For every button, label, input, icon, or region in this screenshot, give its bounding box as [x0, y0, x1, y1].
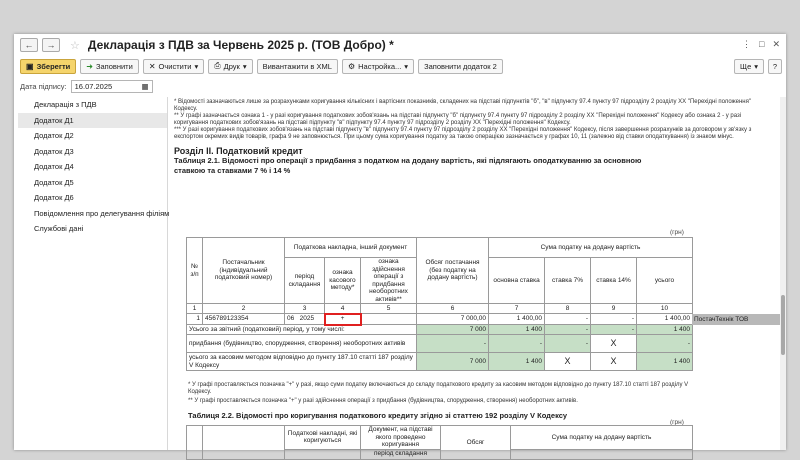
signature-date-input[interactable]	[71, 80, 153, 93]
header-document: Документ, на підставі якого проведено коригування	[361, 426, 441, 450]
summary-rate14: X	[591, 335, 637, 353]
header-rate-14: ставка 14%	[591, 258, 637, 304]
header-period: період складання	[361, 449, 441, 459]
sidebar-item-d1[interactable]: Додаток Д1	[18, 113, 167, 129]
summary-basic: 1 400	[489, 325, 545, 335]
floppy-icon: ▣	[26, 61, 34, 71]
declaration-window	[14, 34, 786, 458]
footnote-text: *** У разі коригування податкових зобов'язань на підставі підпункту "в" підпункту 97.4 пункту 97 підрозділу 2 розділу XX "Перехідні положення" Кодексу, після завершення розрахунків за договором у зв'язку з експортом окремих видів товарів, графа 9 не заповнюється. При цьому сума коригування податку за такою операцією зазначається у графах 10, 11 (залежно від ставки оподаткування) із знаком мінус.	[174, 127, 752, 140]
toolbar	[14, 56, 786, 76]
chevron-down-icon: ▾	[754, 61, 758, 71]
table-row	[187, 314, 693, 325]
window-title: Декларація з ПДВ за Червень 2025 р. (ТОВ Добро) *	[87, 38, 394, 52]
summary-label: Усього за звітний (податковий) період, у тому числі:	[187, 325, 417, 335]
table-title: Таблиця 2.2. Відомості про коригування податкового кредиту згідно зі статтею 192 розділу V Кодексу	[188, 411, 568, 420]
col-number: 9	[591, 304, 637, 314]
close-icon[interactable]: ✕	[772, 39, 780, 49]
signature-date-value: 16.07.2025	[74, 81, 113, 91]
sidebar-item-d6[interactable]: Додаток Д6	[34, 193, 74, 202]
calendar-icon[interactable]: ▦	[141, 81, 149, 91]
gear-icon: ⚙	[347, 61, 356, 71]
basic-tax-cell[interactable]: 1 400,00	[489, 314, 545, 325]
col-number: 2	[203, 304, 285, 314]
summary-volume: -	[417, 335, 489, 353]
footnote-text: * У графі проставляється позначка "+" у разі, якщо суми податку включаються до складу податкового кредиту за касовим методом відповідно до пункту 187.10 статті 187 розділу V Кодексу.	[188, 382, 689, 395]
sidebar-item-d4[interactable]: Додаток Д4	[34, 162, 74, 171]
col-number: 1	[187, 304, 203, 314]
chevron-down-icon: ▾	[194, 61, 199, 71]
summary-rate7: -	[545, 325, 591, 335]
title-bar	[14, 34, 786, 56]
header-tax: Сума податку на додану вартість	[511, 426, 693, 450]
column-numbers-row	[187, 304, 693, 314]
clear-x-icon: ✕	[148, 61, 156, 71]
supplier-name-cell[interactable]: ПостачТехнік ТОВ	[692, 314, 786, 325]
currency-label: (грн)	[670, 419, 684, 426]
total-tax-cell[interactable]: 1 400,00	[637, 314, 693, 325]
forward-button[interactable]	[42, 38, 60, 52]
footnote-text: ** У графі проставляється позначка "+" у разі здійснення операції з придбання (будівництва, спорудження, створення) необоротних активів.	[188, 398, 578, 404]
row-number: 1	[187, 314, 203, 325]
col-number: 6	[417, 304, 489, 314]
summary-basic: -	[489, 335, 545, 353]
corrections-table	[186, 425, 693, 460]
printer-icon: ⎙	[214, 61, 221, 70]
menu-dots-icon[interactable]: ⋮	[742, 39, 752, 49]
cash-method-cell[interactable]: +	[325, 314, 361, 325]
footnote-text: ** У графі зазначається ознака 1 - у разі коригування податкових зобов'язань на підставі підпункту "б" підпункту 97.4 пункту 97 підрозділу 2 розділу XX "Перехідні положення" Кодексу або ознака 2 - у разі коригування податкових зобов'язань на підставі підпункту "в" підпункту 97.4 пункту 97 підрозділу 2 розділу XX "Перехідні положення" Кодексу.	[174, 113, 742, 126]
arrow-left-icon: ←	[24, 40, 34, 50]
save-button[interactable]: ▣ Зберегти	[20, 59, 76, 74]
arrow-right-icon: →	[46, 40, 56, 50]
assets-cell[interactable]	[361, 314, 417, 325]
col-number: 7	[489, 304, 545, 314]
help-button[interactable]: ?	[768, 59, 782, 74]
more-button[interactable]: Ще ▾	[734, 59, 764, 74]
back-button[interactable]	[20, 38, 38, 52]
header-volume: Обсяг постачання (без податку на додану вартість)	[417, 238, 489, 304]
summary-rate7: X	[545, 353, 591, 371]
header-invoice: Податкова накладна, інший документ	[285, 238, 417, 258]
header-supplier: Постачальник (індивідуальний податковий номер)	[203, 238, 285, 304]
header-assets: ознака здійснення операції з придбання необоротних активів**	[361, 258, 417, 304]
header-num: № з/п	[187, 238, 203, 304]
header-volume: Обсяг	[441, 426, 511, 460]
sidebar-item-d2[interactable]: Додаток Д2	[34, 131, 74, 140]
header-basic-rate: основна ставка	[489, 258, 545, 304]
section-title: Розділ ІІ. Податковий кредит	[174, 146, 303, 156]
volume-cell[interactable]: 7 000,00	[417, 314, 489, 325]
period-cell[interactable]: 06 2025	[285, 314, 325, 325]
fill-button[interactable]: ➜ Заповнити	[80, 59, 139, 74]
summary-total: 1 400	[637, 353, 693, 371]
chevron-down-icon: ▾	[242, 61, 247, 71]
fill-appendix-button[interactable]: Заповнити додаток 2	[418, 59, 503, 74]
export-xml-button[interactable]: Вивантажити в XML	[257, 59, 338, 74]
summary-rate14: -	[591, 325, 637, 335]
maximize-icon[interactable]: □	[759, 39, 765, 49]
summary-total: -	[637, 335, 693, 353]
sidebar-item-d5[interactable]: Додаток Д5	[34, 177, 74, 187]
header-invoices: Податкові накладні, які коригуються	[285, 426, 361, 450]
rate7-cell[interactable]: -	[545, 314, 591, 325]
col-number: 10	[637, 304, 693, 314]
chevron-down-icon: ▾	[404, 61, 409, 71]
col-number: 3	[285, 304, 325, 314]
header-period: період складання	[285, 258, 325, 304]
sidebar-item-service-data[interactable]: Службові дані	[34, 224, 84, 233]
header-total: усього	[637, 258, 693, 304]
table-title: Таблиця 2.1. Відомості про операції з придбання з податком на додану вартість, які підлягають оподаткуванню за основною ставкою та ставками 7 % і 14 %	[174, 156, 642, 175]
summary-label: придбання (будівництво, спорудження, створення) необоротних активів	[187, 335, 417, 353]
rate14-cell[interactable]: -	[591, 314, 637, 325]
scrollbar-thumb[interactable]	[781, 295, 785, 355]
summary-row-total	[187, 325, 693, 335]
settings-button[interactable]: ⚙ Настройка... ▾	[342, 59, 414, 74]
header-rate-7: ставка 7%	[545, 258, 591, 304]
vertical-scrollbar[interactable]	[780, 97, 786, 450]
summary-volume: 7 000	[417, 353, 489, 371]
sidebar-item-delegation[interactable]: Повідомлення про делегування філіям	[34, 208, 170, 218]
col-number: 8	[545, 304, 591, 314]
date-bar	[14, 77, 786, 95]
favorite-star-icon[interactable]: ☆	[70, 39, 80, 52]
supplier-ipn-cell[interactable]: 456789123354	[203, 314, 285, 325]
clear-button[interactable]: ✕ Очистити ▾	[143, 59, 204, 74]
col-number: 4	[325, 304, 361, 314]
col-number: 5	[361, 304, 417, 314]
form-content	[172, 97, 786, 458]
sidebar-item-declaration[interactable]: Декларація з ПДВ	[34, 100, 97, 109]
summary-volume: 7 000	[417, 325, 489, 335]
currency-label: (грн)	[670, 229, 684, 236]
summary-rate14: X	[591, 353, 637, 371]
summary-rate7: -	[545, 335, 591, 353]
print-button[interactable]: ⎙ Друк ▾	[208, 59, 252, 74]
summary-label: усього за касовим методом відповідно до пункту 187.10 статті 187 розділу V Кодексу	[187, 353, 417, 371]
sidebar	[18, 97, 168, 450]
summary-row-cash	[187, 353, 693, 371]
summary-basic: 1 400	[489, 353, 545, 371]
sidebar-item-d3[interactable]: Додаток Д3	[34, 146, 74, 156]
header-cash-method: ознака касового методу*	[325, 258, 361, 304]
summary-total: 1 400	[637, 325, 693, 335]
header-tax: Сума податку на додану вартість	[489, 238, 693, 258]
summary-row-assets	[187, 335, 693, 353]
signature-date-label: Дата підпису:	[20, 81, 67, 91]
footnote-text: * Відомості зазначаються лише за розрахунками коригування кількісних і вартісних показників, складених на підставі підпунктів "б", "в" підпункту 97.4 пункту 97 підрозділу 2 розділу XX "Перехідні положення" Кодексу.	[174, 99, 751, 112]
purchases-table	[186, 237, 693, 371]
fill-arrow-icon: ➜	[86, 61, 93, 71]
window-controls	[742, 39, 780, 50]
